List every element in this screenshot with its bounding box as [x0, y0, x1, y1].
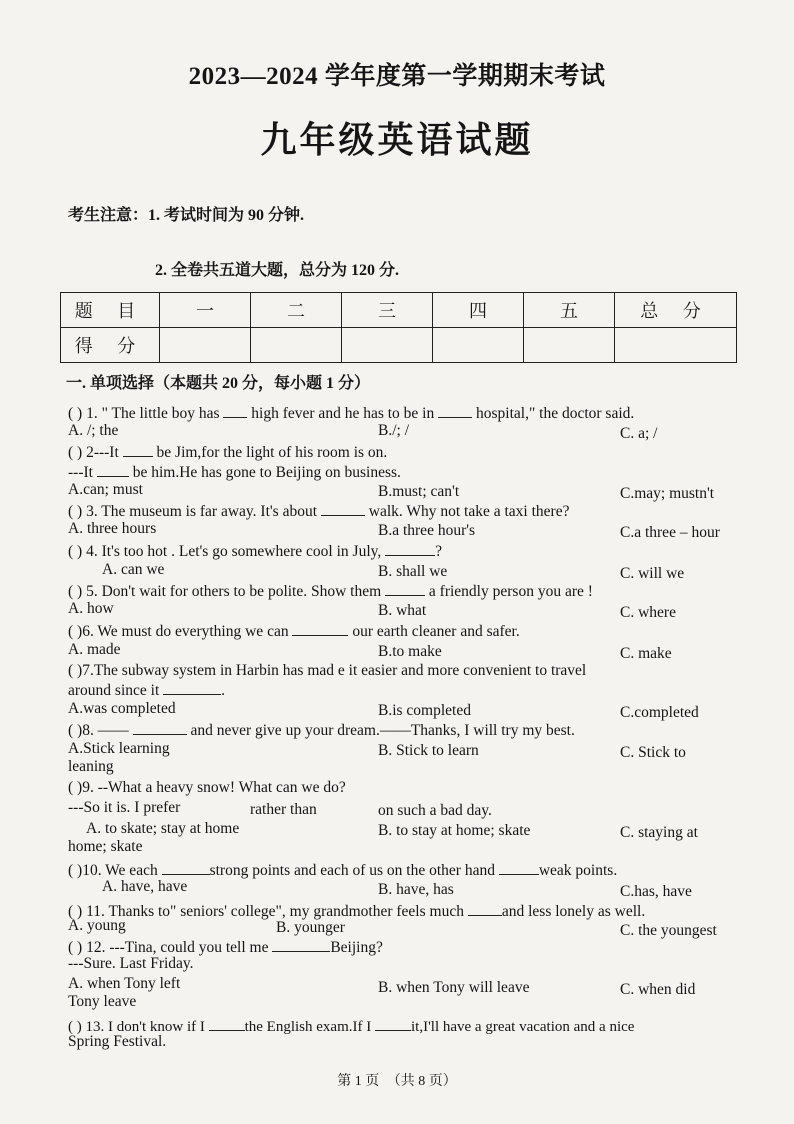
answer-blank[interactable]: [97, 462, 129, 477]
page-number: 第 1 页: [337, 1074, 380, 1089]
option-c: C.has, have: [620, 883, 692, 900]
option-a: A. have, have: [102, 878, 188, 895]
answer-blank[interactable]: [163, 680, 221, 695]
score-header-label: 题 目: [61, 293, 160, 328]
answer-blank[interactable]: [162, 860, 210, 875]
question-text: our earth cleaner and safer.: [348, 623, 520, 640]
option-b: B./; /: [378, 422, 410, 439]
option-b: B. have, has: [378, 881, 454, 898]
answer-blank[interactable]: [385, 581, 425, 596]
score-row-label: 得 分: [61, 328, 160, 363]
question-text: around since it: [68, 682, 164, 699]
option-a: A.Stick learning: [68, 740, 170, 757]
option-a: A. when Tony left: [68, 975, 181, 992]
option-c: C.a three – hour: [620, 524, 720, 541]
question-line: Spring Festival.: [68, 1033, 167, 1050]
question-text: the English exam.If I: [244, 1019, 375, 1035]
option-c: C. staying at: [620, 824, 698, 841]
question-text: and never give up your dream.——Thanks, I will try my best.: [186, 722, 575, 739]
option-b: B.a three hour's: [378, 522, 476, 539]
answer-blank[interactable]: [375, 1016, 411, 1031]
score-cell-4[interactable]: [433, 328, 524, 363]
option-continuation: leaning: [68, 758, 114, 775]
question-line: [68, 860, 617, 880]
options-line: [68, 422, 118, 440]
question-line: [68, 680, 225, 700]
question-text: ( )10. We each: [68, 862, 162, 879]
score-header-2: 二: [251, 293, 342, 328]
score-header-total: 总 分: [615, 293, 737, 328]
answer-blank[interactable]: [468, 901, 502, 916]
question-line: ( )7.The subway system in Harbin has mad e it easier and more convenient to travel: [68, 662, 587, 679]
question-line: [68, 541, 442, 561]
option-b: B.to make: [378, 643, 442, 660]
answer-blank[interactable]: [438, 403, 472, 418]
question-text: ( ) 1. " The little boy has: [68, 405, 224, 422]
answer-blank[interactable]: [272, 937, 330, 952]
question-line: on such a bad day.: [378, 802, 492, 819]
exam-subtitle: 九年级英语试题: [260, 120, 534, 160]
question-text: hospital," the doctor said.: [472, 405, 635, 422]
score-header-4: 四: [433, 293, 524, 328]
question-text: ( ) 12. ---Tina, could you tell me: [68, 939, 273, 956]
score-cell-2[interactable]: [251, 328, 342, 363]
score-table: [60, 292, 737, 363]
score-header-5: 五: [524, 293, 615, 328]
page-footer: [0, 1070, 794, 1090]
option-b: B. Stick to learn: [378, 742, 479, 759]
question-text: ( ) 2---It: [68, 444, 123, 461]
option-c: C. Stick to: [620, 744, 686, 761]
question-text: ( )8. ——: [68, 722, 133, 739]
question-line: [68, 621, 520, 641]
option-c: C. when did: [620, 981, 696, 998]
question-text: weak points.: [538, 862, 618, 879]
option-a: A. to skate; stay at home: [86, 820, 240, 837]
question-text: walk. Why not take a taxi there?: [364, 503, 570, 520]
option-a: A. /; the: [68, 422, 119, 439]
question-text: ( ) 13. I don't know if I: [68, 1019, 209, 1035]
option-c: C.completed: [620, 704, 699, 721]
question-text: be him.He has gone to Beijing on business.: [128, 464, 401, 481]
option-b: B.must; can't: [378, 483, 460, 500]
question-line: ( )9. --What a heavy snow! What can we do?: [68, 779, 346, 796]
answer-blank[interactable]: [499, 860, 539, 875]
option-c: C. a; /: [620, 425, 658, 442]
option-a: A. young: [68, 917, 126, 934]
question-text: a friendly person you are !: [425, 583, 593, 600]
question-text: ( ) 3. The museum is far away. It's about: [68, 503, 321, 520]
answer-blank[interactable]: [292, 621, 348, 636]
option-b: B. to stay at home; skate: [378, 822, 531, 839]
option-b: B. what: [378, 602, 427, 619]
answer-blank[interactable]: [209, 1016, 245, 1031]
question-line: [68, 901, 645, 921]
option-a: A. made: [68, 641, 121, 658]
option-b: B. when Tony will leave: [378, 979, 530, 996]
question-text: be Jim,for the light of his room is on.: [152, 444, 388, 461]
option-c: C. will we: [620, 565, 685, 582]
score-table-score-row: [61, 328, 737, 363]
option-c: C. make: [620, 645, 672, 662]
question-line: [68, 462, 401, 482]
score-cell-total[interactable]: [615, 328, 737, 363]
answer-blank[interactable]: [133, 720, 187, 735]
notice-line-2: 2. 全卷共五道大题，总分为 120 分.: [155, 262, 400, 279]
question-line: ---Sure. Last Friday.: [68, 955, 194, 972]
question-text: high fever and he has to be in: [247, 405, 439, 422]
question-text: ---It: [68, 464, 97, 481]
question-line: [68, 442, 387, 462]
question-text: ( ) 4. It's too hot . Let's go somewhere cool in July,: [68, 543, 386, 560]
score-cell-3[interactable]: [342, 328, 433, 363]
score-cell-5[interactable]: [524, 328, 615, 363]
question-line: [68, 937, 383, 957]
question-line: [68, 501, 569, 521]
question-text: strong points and each of us on the other hand: [209, 862, 499, 879]
page-total: （共 8 页）: [386, 1074, 457, 1089]
option-b: B. shall we: [378, 563, 448, 580]
answer-blank[interactable]: [321, 501, 365, 516]
question-text: Beijing?: [330, 939, 383, 956]
notice-line-1: 考生注意：1. 考试时间为 90 分钟.: [68, 207, 305, 224]
option-continuation: home; skate: [68, 838, 143, 855]
option-c: C. the youngest: [620, 922, 717, 939]
option-a: A. how: [68, 600, 114, 617]
option-b: B.is completed: [378, 702, 471, 719]
question-text: ( )6. We must do everything we can: [68, 623, 293, 640]
question-line: rather than: [250, 801, 317, 818]
question-text: it,I'll have a great vacation and a nice: [411, 1019, 635, 1035]
question-line: [68, 403, 634, 423]
question-text: ( ) 11. Thanks to" seniors' college", my grandmother feels much: [68, 903, 468, 920]
answer-blank[interactable]: [385, 541, 435, 556]
option-c: C. where: [620, 604, 676, 621]
question-line: [68, 581, 593, 601]
option-c: C.may; mustn't: [620, 485, 715, 502]
score-header-1: 一: [160, 293, 251, 328]
option-b: B. younger: [276, 919, 345, 936]
section-1-title: 一. 单项选择（本题共 20 分，每小题 1 分）: [66, 375, 371, 392]
score-table-header-row: [61, 293, 737, 328]
option-a: A. three hours: [68, 520, 157, 537]
option-continuation: Tony leave: [68, 993, 137, 1010]
exam-title: 2023—2024 学年度第一学期期末考试: [188, 63, 606, 90]
question-line: [68, 720, 575, 740]
option-a: A.can; must: [68, 481, 143, 498]
question-text: ( ) 5. Don't wait for others to be polite. Show them: [68, 583, 386, 600]
score-header-3: 三: [342, 293, 433, 328]
question-text: ?: [435, 543, 443, 560]
question-line: ---So it is. I prefer: [68, 799, 181, 816]
option-a: A. can we: [102, 561, 165, 578]
score-cell-1[interactable]: [160, 328, 251, 363]
answer-blank[interactable]: [223, 403, 247, 418]
question-text: .: [221, 682, 226, 699]
answer-blank[interactable]: [123, 442, 153, 457]
option-a: A.was completed: [68, 700, 176, 717]
question-text: and less lonely as well.: [501, 903, 646, 920]
